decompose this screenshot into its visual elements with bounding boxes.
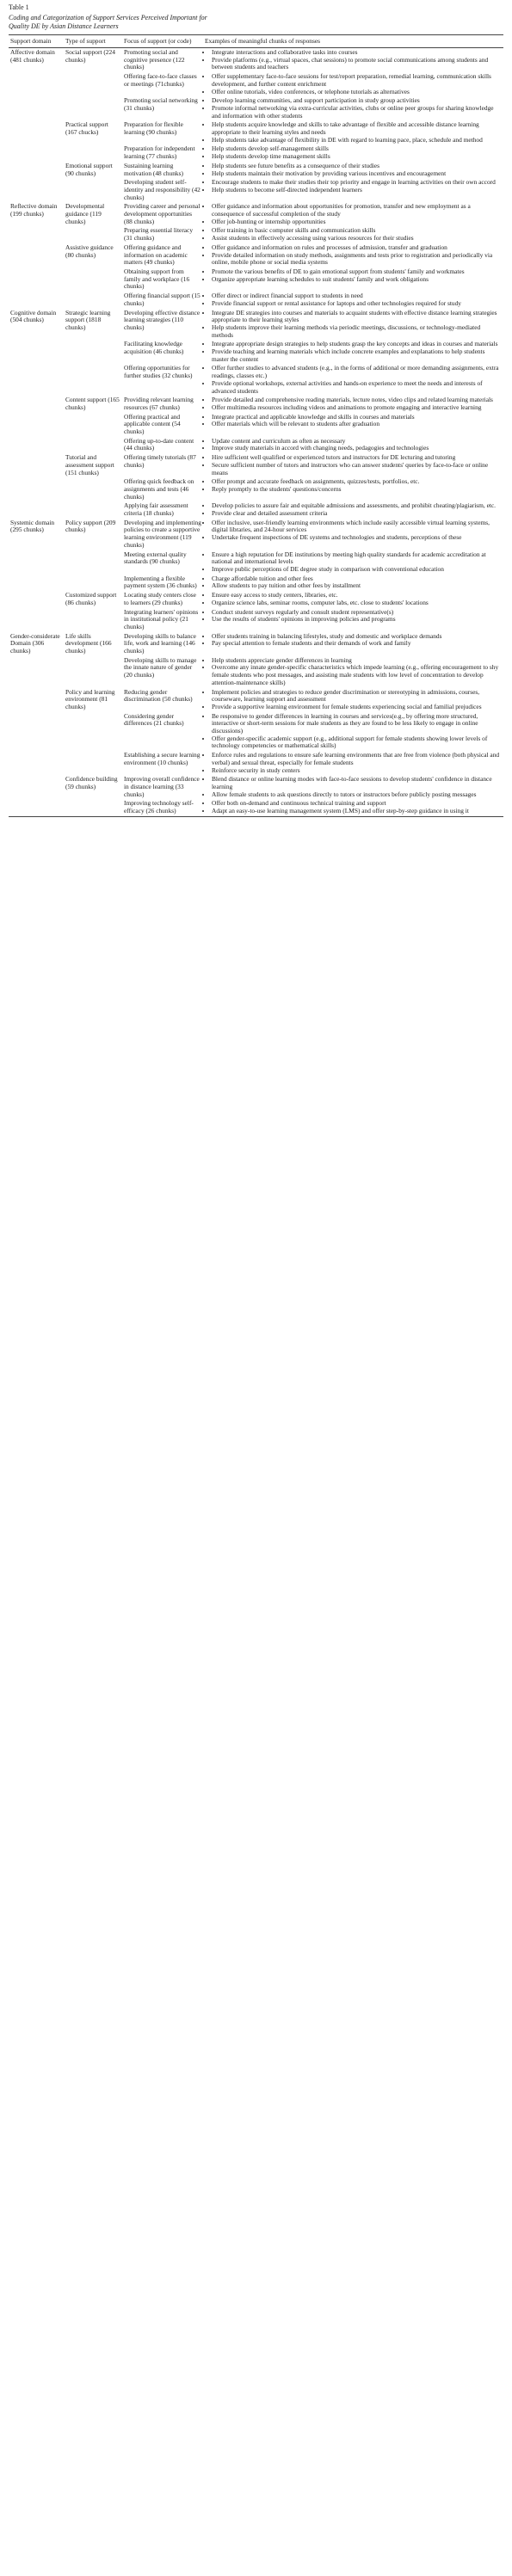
examples-cell bbox=[203, 688, 503, 712]
examples-cell bbox=[203, 178, 503, 202]
examples-cell bbox=[203, 340, 503, 364]
example-item: • Pay special attention to female students and their demands of work and family bbox=[212, 640, 502, 648]
example-item: • Offer guidance and information about opportunities for promotion, transfer and new employment as a consequence of successful completion of the study bbox=[212, 203, 502, 218]
type-of-support-cell: Customized support (86 chunks) bbox=[65, 591, 117, 606]
type-of-support-cell bbox=[64, 575, 122, 591]
example-item: • Charge affordable tuition and other fees bbox=[212, 575, 502, 583]
table-row bbox=[9, 72, 503, 96]
examples-list bbox=[205, 752, 502, 774]
type-of-support-cell bbox=[64, 413, 122, 437]
example-item: • Help students improve their learning methods via periodic meetings, discussions, or technology-mediated methods bbox=[212, 324, 502, 339]
examples-cell bbox=[203, 591, 503, 607]
example-item: • Promote the various benefits of DE to gain emotional support from students' family and workmates bbox=[212, 268, 502, 276]
focus-of-support-cell: Offering face-to-face classes or meetings (71chunks) bbox=[124, 72, 197, 88]
focus-of-support-cell: Applying fair assessment criteria (18 chunks) bbox=[124, 501, 188, 518]
example-item: • Provide teaching and learning materials which include concrete examples and explanations to help students master the content bbox=[212, 348, 502, 363]
support-domain-cell bbox=[9, 96, 64, 120]
example-item: • Provide optional workshops, external activities and hands-on experience to meet the needs and interests of advanced students bbox=[212, 380, 502, 395]
example-item: • Use the results of students' opinions in improving policies and programs bbox=[212, 616, 502, 624]
focus-of-support-cell: Sustaining learning motivation (48 chunks) bbox=[124, 161, 183, 177]
examples-list bbox=[205, 502, 502, 517]
table-header-row bbox=[9, 35, 503, 48]
support-domain-cell bbox=[9, 413, 64, 437]
example-item: • Organize science labs, seminar rooms, computer labs, etc. close to students' locations bbox=[212, 599, 502, 607]
example-item: • Adapt an easy-to-use learning management system (LMS) and offer step-by-step guidance in using it bbox=[212, 808, 502, 815]
table-row bbox=[9, 519, 503, 550]
support-domain-cell bbox=[9, 364, 64, 396]
header-type-of-support: Type of support bbox=[64, 35, 122, 48]
focus-of-support-cell: Integrating learners' opinions in institutional policy (21 chunks) bbox=[124, 607, 199, 630]
table-row bbox=[9, 413, 503, 437]
support-domain-cell: Affective domain (481 chunks) bbox=[10, 48, 55, 64]
examples-cell bbox=[203, 226, 503, 243]
focus-of-support-cell: Developing effective distance learning strategies (110 chunks) bbox=[124, 308, 200, 331]
table-row bbox=[9, 453, 503, 477]
table-row bbox=[9, 437, 503, 453]
example-item: • Help students acquire knowledge and skills to take advantage of flexible and accessible distance learning appropriate to their learning styles and needs bbox=[212, 121, 502, 136]
table-row bbox=[9, 751, 503, 775]
support-domain-cell bbox=[9, 226, 64, 243]
table-row bbox=[9, 396, 503, 412]
focus-of-support-cell: Providing career and personal development opportunities (88 chunks) bbox=[124, 202, 200, 225]
type-of-support-cell bbox=[64, 656, 122, 688]
header-examples: Examples of meaningful chunks of responses bbox=[203, 35, 503, 48]
examples-list bbox=[205, 397, 502, 411]
support-domain-cell bbox=[9, 591, 64, 607]
example-item: • Improve public perceptions of DE degree study in comparison with conventional education bbox=[212, 566, 502, 574]
examples-list bbox=[205, 633, 502, 648]
example-item: • Offer supplementary face-to-face sessions for test/report preparation, remedial learning, communication skills development, and further content enrichment bbox=[212, 73, 502, 88]
example-item: • Overcome any innate gender-specific characteristics which impede learning (e.g., offering encouragement to shy female students who post messages, and assisting male students with low level of concentration to develop attention-maintenance skills) bbox=[212, 664, 502, 686]
example-item: • Promote informal networking via extra-curricular activities, clubs or online peer groups for sharing knowledge and information with other students bbox=[212, 105, 502, 120]
examples-list bbox=[205, 244, 502, 267]
focus-of-support-cell: Developing student self-identity and responsibility (42 chunks) bbox=[124, 178, 200, 201]
examples-list bbox=[205, 227, 502, 242]
example-item: • Offer online tutorials, video conferences, or telephone tutorials as alternatives bbox=[212, 89, 502, 96]
table-row bbox=[9, 501, 503, 518]
support-domain-cell bbox=[9, 477, 64, 501]
table-row bbox=[9, 144, 503, 161]
table-row bbox=[9, 309, 503, 341]
focus-of-support-cell: Locating study centers close to learners (29 chunks) bbox=[124, 591, 196, 606]
support-domain-cell bbox=[9, 267, 64, 292]
table-row bbox=[9, 712, 503, 752]
type-of-support-cell bbox=[64, 144, 122, 161]
example-item: • Develop policies to assure fair and equitable admissions and assessments, and prohibit cheating/plagiarism, etc. bbox=[212, 502, 502, 510]
support-domain-cell: Cognitive domain (504 chunks) bbox=[10, 308, 57, 324]
example-item: • Offer guidance and information on rules and processes of admission, transfer and graduation bbox=[212, 244, 502, 252]
example-item: • Help students develop self-management skills bbox=[212, 145, 502, 153]
example-item: • Help students appreciate gender differences in learning bbox=[212, 657, 502, 665]
table-row bbox=[9, 799, 503, 816]
example-item: • Ensure easy access to study centers, libraries, etc. bbox=[212, 592, 502, 599]
type-of-support-cell bbox=[64, 267, 122, 292]
examples-list bbox=[205, 203, 502, 225]
type-of-support-cell bbox=[64, 292, 122, 308]
examples-list bbox=[205, 365, 502, 395]
focus-of-support-cell: Preparing essential literacy (31 chunks) bbox=[124, 226, 194, 243]
example-item: • Provide detailed information on study methods, assignments and tests prior to registration and periodically via online, mobile phone or social media systems bbox=[212, 252, 502, 267]
support-domain-cell bbox=[9, 453, 64, 477]
table-row bbox=[9, 608, 503, 632]
examples-list bbox=[205, 689, 502, 711]
type-of-support-cell bbox=[64, 477, 122, 501]
examples-list bbox=[205, 145, 502, 160]
support-domain-cell bbox=[9, 340, 64, 364]
focus-of-support-cell: Offering financial support (15 chunks) bbox=[124, 292, 200, 307]
focus-of-support-cell: Offering practical and applicable content (54 chunks) bbox=[124, 412, 181, 436]
examples-list bbox=[205, 454, 502, 476]
table-row bbox=[9, 340, 503, 364]
example-item: • Offer students training in balancing lifestyles, study and domestic and workplace demands bbox=[212, 633, 502, 641]
support-domain-cell bbox=[9, 144, 64, 161]
support-domain-cell bbox=[9, 178, 64, 202]
type-of-support-cell: Practical support (167 chucks) bbox=[65, 120, 108, 137]
table-row bbox=[9, 178, 503, 202]
example-item: • Offer materials which will be relevant to students after graduation bbox=[212, 421, 502, 428]
examples-list bbox=[205, 713, 502, 751]
table-row bbox=[9, 656, 503, 688]
type-of-support-cell bbox=[64, 72, 122, 96]
example-item: • Offer gender-specific academic support (e.g., additional support for female students showing lower levels of technology competencies or mathematical skills) bbox=[212, 735, 502, 750]
focus-of-support-cell: Preparation for independent learning (77 chunks) bbox=[124, 144, 195, 161]
support-domain-cell bbox=[9, 72, 64, 96]
type-of-support-cell: Policy and learning environment (81 chunks) bbox=[65, 687, 115, 710]
type-of-support-cell: Emotional support (90 chunks) bbox=[65, 161, 113, 177]
type-of-support-cell bbox=[64, 751, 122, 775]
table-row bbox=[9, 550, 503, 575]
table-row bbox=[9, 477, 503, 501]
example-item: • Implement policies and strategies to reduce gender discrimination or stereotyping in admissions, courses, courseware, learning support and assessment bbox=[212, 689, 502, 704]
example-item: • Provide platforms (e.g., virtual spaces, chat sessions) to promote social communications among students and between students and teachers bbox=[212, 57, 502, 71]
examples-list bbox=[205, 575, 502, 590]
examples-cell bbox=[203, 775, 503, 799]
examples-cell bbox=[203, 656, 503, 688]
focus-of-support-cell: Meeting external quality standards (90 chunks) bbox=[124, 550, 187, 566]
support-domain-cell bbox=[9, 608, 64, 632]
support-domain-cell bbox=[9, 437, 64, 453]
examples-cell bbox=[203, 575, 503, 591]
examples-list bbox=[205, 49, 502, 71]
example-item: • Integrate appropriate design strategies to help students grasp the key concepts and ideas in courses and materials bbox=[212, 341, 502, 348]
example-item: • Integrate practical and applicable knowledge and skills in courses and materials bbox=[212, 414, 502, 421]
example-item: • Offer job-hunting or internship opportunities bbox=[212, 218, 502, 226]
example-item: • Reply promptly to the students' questions/concerns bbox=[212, 486, 502, 494]
example-item: • Ensure a high reputation for DE institutions by meeting high quality standards for academic accreditation at national and international levels bbox=[212, 551, 502, 566]
table-row bbox=[9, 591, 503, 607]
focus-of-support-cell: Developing skills to balance life, work and learning (146 chunks) bbox=[124, 631, 196, 655]
examples-cell bbox=[203, 453, 503, 477]
examples-list bbox=[205, 592, 502, 606]
examples-list bbox=[205, 163, 502, 177]
support-domain-cell bbox=[9, 575, 64, 591]
type-of-support-cell: Social support (224 chunks) bbox=[65, 48, 115, 64]
examples-list bbox=[205, 800, 502, 815]
type-of-support-cell bbox=[64, 437, 122, 453]
table-row bbox=[9, 162, 503, 178]
example-item: • Secure sufficient number of tutors and instructors who can answer students' queries by face-to-face or online means bbox=[212, 462, 502, 476]
examples-cell bbox=[203, 120, 503, 144]
example-item: • Help students develop time management skills bbox=[212, 153, 502, 161]
example-item: • Integrate DE strategies into courses and materials to acquaint students with effective distance learning strategies appropriate to their learning styles bbox=[212, 310, 502, 324]
example-item: • Allow female students to ask questions directly to tutors or instructors before publicly posting messages bbox=[212, 791, 502, 799]
examples-list bbox=[205, 73, 502, 95]
support-domain-cell bbox=[9, 550, 64, 575]
table-row bbox=[9, 48, 503, 73]
example-item: • Allow students to pay tuition and other fees by installment bbox=[212, 582, 502, 590]
support-domain-cell bbox=[9, 162, 64, 178]
examples-list bbox=[205, 292, 502, 307]
example-item: • Offer multimedia resources including videos and animations to promote engaging and interactive learning bbox=[212, 404, 502, 412]
type-of-support-cell: Content support (165 chunks) bbox=[65, 396, 120, 411]
focus-of-support-cell: Offering opportunities for further studies (32 chunks) bbox=[124, 364, 193, 380]
examples-cell bbox=[203, 48, 503, 73]
type-of-support-cell: Life skills development (166 chunks) bbox=[65, 631, 112, 655]
focus-of-support-cell: Providing relevant learning resources (67 chunks) bbox=[124, 396, 194, 411]
support-domain-cell bbox=[9, 292, 64, 308]
examples-cell bbox=[203, 243, 503, 267]
support-domain-cell bbox=[9, 775, 64, 799]
examples-list bbox=[205, 776, 502, 798]
examples-cell bbox=[203, 202, 503, 226]
example-item: • Provide financial support or rental assistance for laptops and other technologies required for study bbox=[212, 300, 502, 308]
examples-list bbox=[205, 121, 502, 144]
examples-cell bbox=[203, 477, 503, 501]
table-caption: Coding and Categorization of Support Services Perceived Important for Quality DE by Asian Distance Learners bbox=[9, 14, 207, 30]
examples-list bbox=[205, 268, 502, 283]
support-services-table bbox=[9, 34, 503, 817]
header-support-domain: Support domain bbox=[9, 35, 64, 48]
focus-of-support-cell: Offering up-to-date content (44 chunks) bbox=[124, 436, 194, 452]
focus-of-support-cell: Preparation for flexible learning (90 chunks) bbox=[124, 120, 183, 137]
focus-of-support-cell: Implementing a flexible payment system (36 chunks) bbox=[124, 574, 197, 590]
table-number: Table 1 bbox=[9, 3, 29, 11]
examples-list bbox=[205, 179, 502, 194]
type-of-support-cell bbox=[64, 799, 122, 816]
focus-of-support-cell: Establishing a secure learning environment (10 chunks) bbox=[124, 751, 200, 766]
support-domain-cell bbox=[9, 751, 64, 775]
examples-cell bbox=[203, 96, 503, 120]
example-item: • Encourage students to make their studies their top priority and engage in learning activities on their own accord bbox=[212, 179, 502, 187]
example-item: • Organize appropriate learning schedules to suit students' family and work obligations bbox=[212, 276, 502, 284]
support-domain-cell: Reflective domain (199 chunks) bbox=[10, 202, 58, 218]
example-item: • Undertake frequent inspections of DE systems and technologies and students, perceptions of these bbox=[212, 534, 502, 542]
example-item: • Blend distance or online learning modes with face-to-face sessions to develop students' confidence in distance learning bbox=[212, 776, 502, 790]
focus-of-support-cell: Offering timely tutorials (87 chunks) bbox=[124, 453, 196, 469]
example-item: • Improve study materials in accord with changing needs, pedagogies and technologies bbox=[212, 445, 502, 452]
support-domain-cell bbox=[9, 501, 64, 518]
examples-cell bbox=[203, 162, 503, 178]
type-of-support-cell bbox=[64, 96, 122, 120]
type-of-support-cell: Policy support (209 chunks) bbox=[65, 518, 116, 534]
example-item: • Help students take advantage of flexibility in DE with regard to learning pace, place, schedule and method bbox=[212, 137, 502, 144]
table-row bbox=[9, 688, 503, 712]
support-domain-cell bbox=[9, 799, 64, 816]
example-item: • Offer both on-demand and continuous technical training and support bbox=[212, 800, 502, 808]
examples-cell bbox=[203, 437, 503, 453]
support-domain-cell bbox=[9, 243, 64, 267]
focus-of-support-cell: Developing and implementing policies to create a supportive learning environment (119 chunks) bbox=[124, 518, 201, 549]
example-item: • Update content and curriculum as often as necessary bbox=[212, 438, 502, 446]
type-of-support-cell: Assistive guidance (80 chunks) bbox=[65, 243, 114, 259]
example-item: • Develop learning communities, and support participation in study group activities bbox=[212, 97, 502, 105]
table-row bbox=[9, 364, 503, 396]
type-of-support-cell bbox=[64, 550, 122, 575]
examples-cell bbox=[203, 519, 503, 550]
examples-list bbox=[205, 478, 502, 493]
type-of-support-cell: Confidence building (59 chunks) bbox=[65, 775, 118, 790]
examples-list bbox=[205, 341, 502, 363]
table-row bbox=[9, 632, 503, 656]
examples-cell bbox=[203, 72, 503, 96]
support-domain-cell bbox=[9, 656, 64, 688]
table-body bbox=[9, 48, 503, 817]
type-of-support-cell: Developmental guidance (119 chunks) bbox=[65, 202, 105, 225]
support-domain-cell: Gender-considerate Domain (306 chunks) bbox=[10, 631, 60, 655]
examples-list bbox=[205, 609, 502, 624]
type-of-support-cell bbox=[64, 340, 122, 364]
support-domain-cell bbox=[9, 712, 64, 752]
example-item: • Conduct student surveys regularly and consult student representative(s) bbox=[212, 609, 502, 617]
examples-list bbox=[205, 551, 502, 574]
example-item: • Help students maintain their motivation by providing various incentives and encouragement bbox=[212, 170, 502, 178]
examples-cell bbox=[203, 396, 503, 412]
example-item: • Offer direct or indirect financial support to students in need bbox=[212, 292, 502, 300]
examples-list bbox=[205, 438, 502, 452]
example-item: • Help students see future benefits as a consequence of their studies bbox=[212, 163, 502, 170]
type-of-support-cell bbox=[64, 226, 122, 243]
focus-of-support-cell: Developing skills to manage the innate nature of gender (20 chunks) bbox=[124, 655, 197, 679]
type-of-support-cell bbox=[64, 712, 122, 752]
header-focus-of-support: Focus of support (or code) bbox=[122, 35, 203, 48]
examples-cell bbox=[203, 413, 503, 437]
table-row bbox=[9, 96, 503, 120]
type-of-support-cell: Tutorial and assessment support (151 chunks) bbox=[65, 453, 114, 476]
focus-of-support-cell: Improving overall confidence in distance learning (33 chunks) bbox=[124, 775, 200, 798]
table-row bbox=[9, 575, 503, 591]
support-domain-cell bbox=[9, 120, 64, 144]
type-of-support-cell: Strategic learning support (1818 chunks) bbox=[65, 308, 111, 331]
focus-of-support-cell: Facilitating knowledge acquisition (46 chunks) bbox=[124, 340, 184, 356]
examples-list bbox=[205, 310, 502, 340]
examples-cell bbox=[203, 364, 503, 396]
example-item: • Hire sufficient well qualified or experienced tutors and instructors for DE lecturing and tutoring bbox=[212, 454, 502, 462]
examples-list bbox=[205, 520, 502, 542]
examples-list bbox=[205, 97, 502, 120]
support-domain-cell bbox=[9, 396, 64, 412]
table-row bbox=[9, 775, 503, 799]
examples-cell bbox=[203, 608, 503, 632]
support-domain-cell bbox=[9, 688, 64, 712]
type-of-support-cell bbox=[64, 364, 122, 396]
example-item: • Offer prompt and accurate feedback on assignments, quizzes/tests, portfolios, etc. bbox=[212, 478, 502, 486]
examples-cell bbox=[203, 550, 503, 575]
examples-cell bbox=[203, 751, 503, 775]
focus-of-support-cell: Offering guidance and information on academic matters (49 chunks) bbox=[124, 243, 188, 267]
example-item: • Provide a supportive learning environment for female students experiencing social and familial prejudices bbox=[212, 704, 502, 711]
type-of-support-cell bbox=[64, 608, 122, 632]
example-item: • Integrate interactions and collaborative tasks into courses bbox=[212, 49, 502, 57]
examples-cell bbox=[203, 799, 503, 816]
example-item: • Provide detailed and comprehensive reading materials, lecture notes, video clips and related learning materials bbox=[212, 397, 502, 404]
example-item: • Be responsive to gender differences in learning in courses and services(e.g., by offering more structured, interactive or short-term sessions for male students as they are found to be less likely to engage in online discussions) bbox=[212, 713, 502, 735]
focus-of-support-cell: Promoting social and cognitive presence (122 chunks) bbox=[124, 48, 185, 71]
example-item: • Provide clear and detailed assessment criteria bbox=[212, 510, 502, 518]
table-row bbox=[9, 202, 503, 226]
type-of-support-cell bbox=[64, 178, 122, 202]
type-of-support-cell bbox=[64, 501, 122, 518]
examples-cell bbox=[203, 292, 503, 308]
table-row bbox=[9, 243, 503, 267]
example-item: • Offer inclusive, user-friendly learning environments which include easily accessible virtual learning systems, digital libraries, and 24-hour services bbox=[212, 520, 502, 534]
example-item: • Reinforce security in study centers bbox=[212, 767, 502, 775]
focus-of-support-cell: Offering quick feedback on assignments and tests (46 chunks) bbox=[124, 477, 194, 501]
support-domain-cell: Systemic domain (295 chunks) bbox=[10, 518, 55, 534]
examples-cell bbox=[203, 712, 503, 752]
example-item: • Enforce rules and regulations to ensure safe learning environments that are free from violence (both physical and verbal) and sexual threat, especially for female students bbox=[212, 752, 502, 766]
example-item: • Help students to become self-directed independent learners bbox=[212, 187, 502, 194]
examples-cell bbox=[203, 267, 503, 292]
table-row bbox=[9, 226, 503, 243]
example-item: • Offer further studies to advanced students (e.g., in the forms of additional or more demanding assignments, extra readings, classes etc.) bbox=[212, 365, 502, 379]
examples-cell bbox=[203, 501, 503, 518]
focus-of-support-cell: Promoting social networking (31 chunks) bbox=[124, 96, 198, 112]
table-row bbox=[9, 292, 503, 308]
focus-of-support-cell: Improving technology self-efficacy (26 chunks) bbox=[122, 799, 203, 816]
examples-list bbox=[205, 414, 502, 428]
focus-of-support-cell: Reducing gender discrimination (50 chunks) bbox=[124, 687, 193, 704]
table-row bbox=[9, 120, 503, 144]
table-row bbox=[9, 267, 503, 292]
example-item: • Offer training in basic computer skills and communication skills bbox=[212, 227, 502, 235]
focus-of-support-cell: Considering gender differences (21 chunks) bbox=[124, 711, 184, 728]
example-item: • Assist students in effectively accessing using various resources for their studies bbox=[212, 235, 502, 243]
examples-cell bbox=[203, 632, 503, 656]
examples-cell bbox=[203, 144, 503, 161]
focus-of-support-cell: Obtaining support from family and workplace (16 chunks) bbox=[124, 267, 190, 291]
document-page bbox=[9, 0, 503, 817]
examples-cell bbox=[203, 309, 503, 341]
examples-list bbox=[205, 657, 502, 687]
